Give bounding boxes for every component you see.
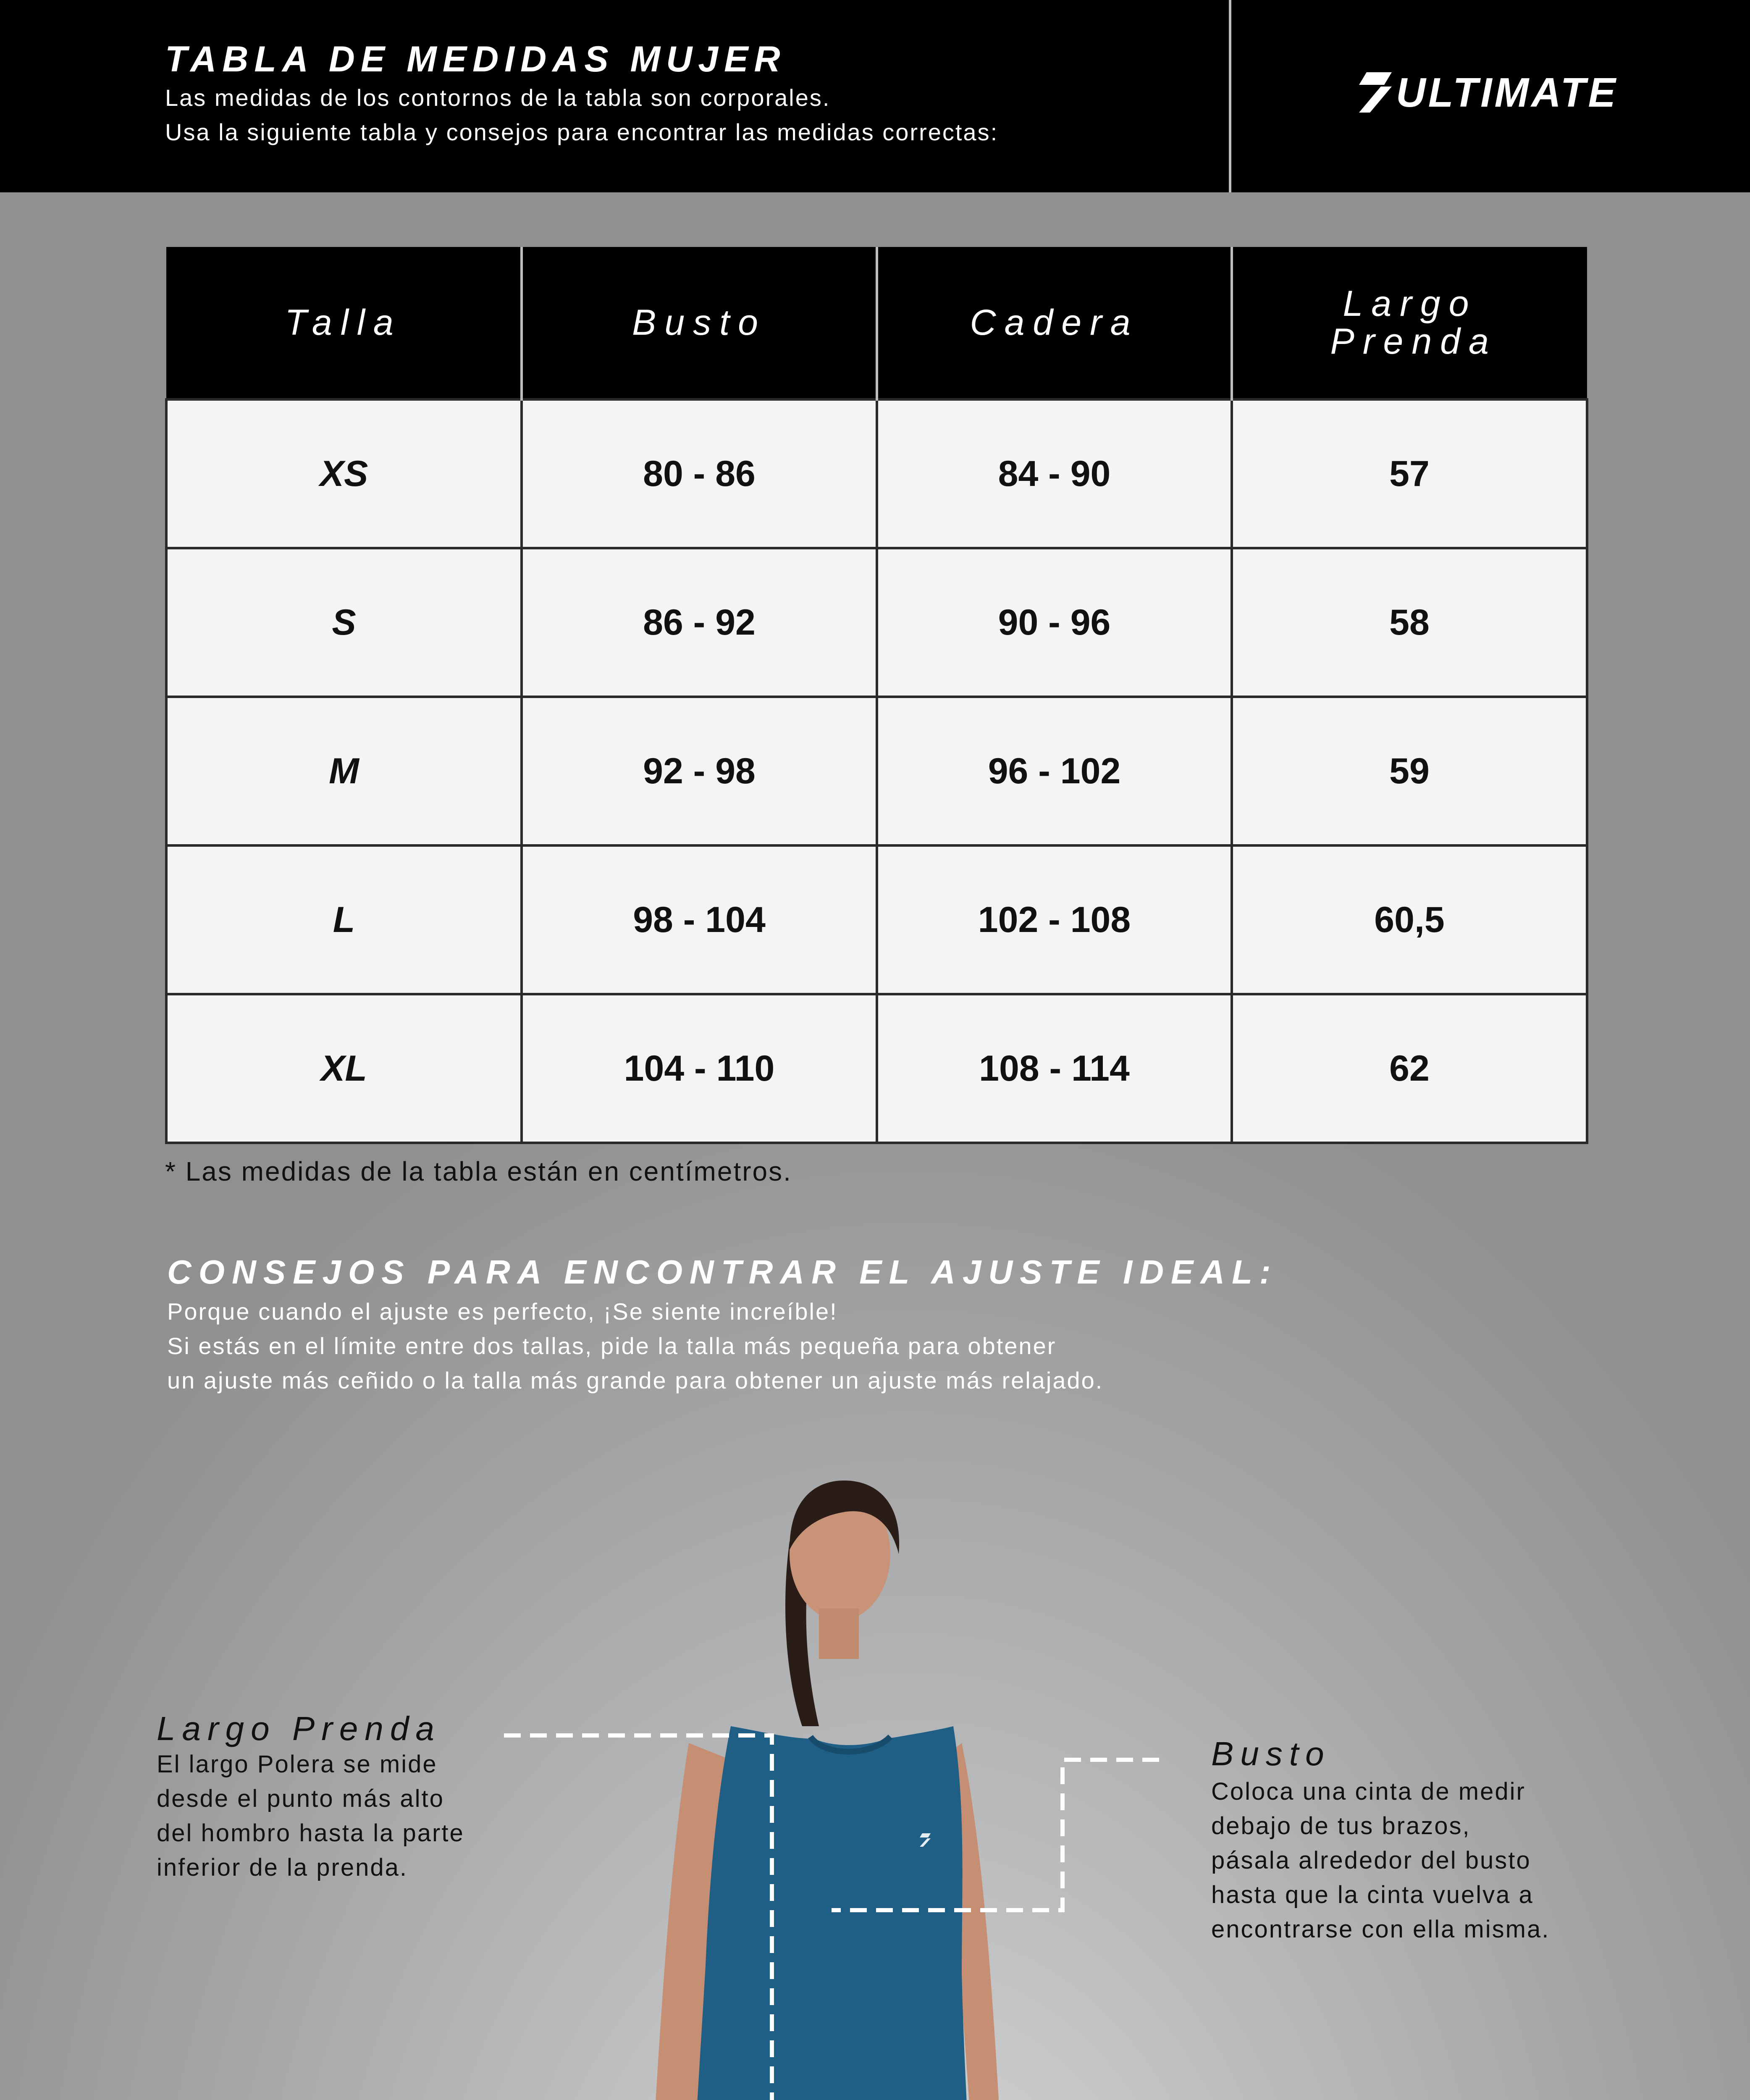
cell-talla: XL [166,994,522,1143]
largo-prenda-line: del hombro hasta la parte [157,1819,464,1847]
consejos-title: CONSEJOS PARA ENCONTRAR EL AJUSTE IDEAL: [167,1253,1278,1291]
cell-talla: XS [166,399,522,548]
cell-largo: 62 [1232,994,1587,1143]
column-header-busto: Busto [522,247,877,399]
brand-name: ULTIMATE [1396,69,1618,116]
busto-line: Coloca una cinta de medir [1211,1778,1526,1805]
cell-largo: 60,5 [1232,845,1587,994]
largo-prenda-line: desde el punto más alto [157,1785,444,1812]
consejos-line-2: Si estás en el límite entre dos tallas, pide la talla más pequeña para obtener [167,1333,1057,1359]
tank-top [693,1726,970,2100]
cell-cadera: 90 - 96 [877,548,1232,697]
busto-title: Busto [1211,1735,1331,1772]
header-subtitle-2: Usa la siguiente tabla y consejos para encontrar las medidas correctas: [165,119,999,145]
cell-talla: M [166,697,522,845]
busto-line: hasta que la cinta vuelva a [1211,1881,1534,1908]
busto-line: pásala alrededor del busto [1211,1847,1531,1874]
consejos-line-3: un ajuste más ceñido o la talla más grande para obtener un ajuste más relajado. [167,1367,1104,1394]
cell-cadera: 96 - 102 [877,697,1232,845]
consejos-line-1: Porque cuando el ajuste es perfecto, ¡Se siente increíble! [167,1298,838,1325]
header-subtitle-1: Las medidas de los contornos de la tabla son corporales. [165,84,831,111]
column-header-cadera: Cadera [877,247,1232,399]
cell-largo: 59 [1232,697,1587,845]
cell-talla: L [166,845,522,994]
busto-line: encontrarse con ella misma. [1211,1916,1550,1943]
cell-busto: 86 - 92 [522,548,877,697]
cell-talla: S [166,548,522,697]
busto-description [1211,1774,1550,1947]
busto-line: debajo de tus brazos, [1211,1812,1471,1840]
cell-cadera: 84 - 90 [877,399,1232,548]
largo-prenda-description [157,1747,464,1885]
cell-largo: 57 [1232,399,1587,548]
largo-prenda-title: Largo Prenda [157,1710,441,1747]
neck [819,1609,859,1659]
column-header-largo-prenda-text: Largo Prenda [1330,283,1497,362]
cell-busto: 98 - 104 [522,845,877,994]
column-header-talla: Talla [166,247,522,399]
units-note: * Las medidas de la tabla están en centímetros. [165,1156,792,1186]
cell-busto: 80 - 86 [522,399,877,548]
cell-cadera: 108 - 114 [877,994,1232,1143]
cell-busto: 92 - 98 [522,697,877,845]
page-title: TABLA DE MEDIDAS MUJER [165,39,786,79]
cell-busto: 104 - 110 [522,994,877,1143]
largo-prenda-line: inferior de la prenda. [157,1854,408,1881]
largo-prenda-line: El largo Polera se mide [157,1751,438,1778]
cell-cadera: 102 - 108 [877,845,1232,994]
cell-largo: 58 [1232,548,1587,697]
